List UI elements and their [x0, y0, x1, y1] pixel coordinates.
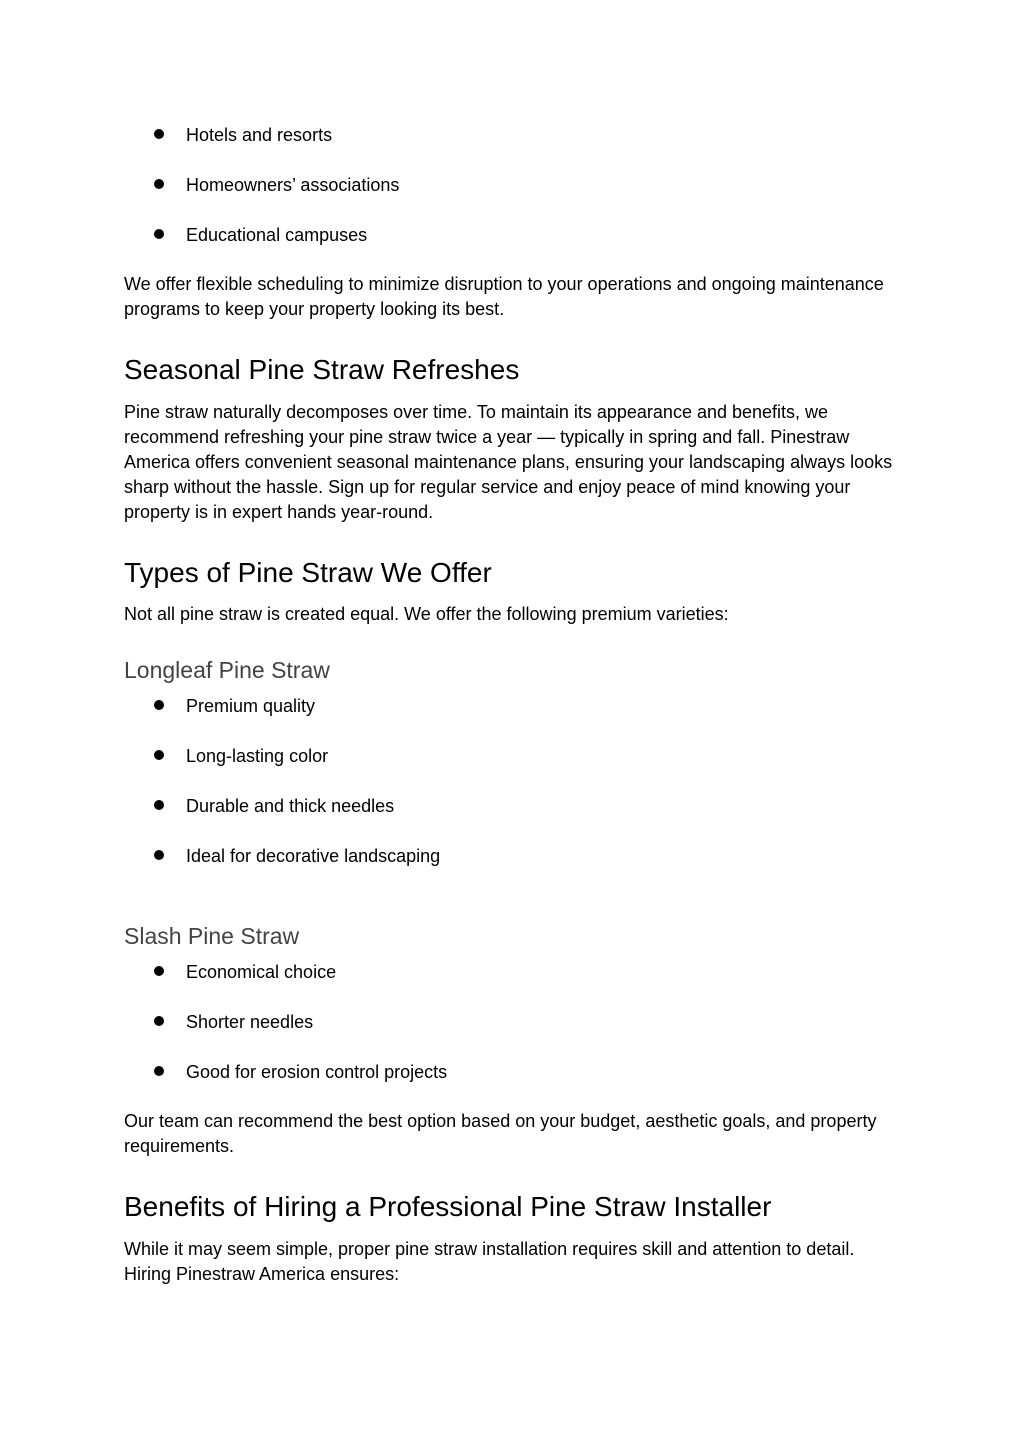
heading-longleaf: Longleaf Pine Straw [124, 657, 330, 683]
bullet-icon [154, 700, 164, 710]
bullet-icon [154, 750, 164, 760]
list-item-text: Shorter needles [186, 1012, 314, 1032]
bullet-icon [154, 850, 164, 860]
paragraph-benefits: While it may seem simple, proper pine straw installation requires skill and attention to detail. Hiring Pinestraw America ensures: [124, 1239, 855, 1284]
bullet-icon [154, 966, 164, 976]
paragraph-seasonal: Pine straw naturally decomposes over time. To maintain its appearance and benefits, we recommend refreshing your pine straw twice a year — typically in spring and fall. Pinestraw America offers convenient seasonal maintenance plans, ensuring your landscaping always looks sharp without the hassle. Sign up for regular service and enjoy peace of mind knowing your property is in expert hands year-round. [124, 402, 893, 522]
list-item-text: Premium quality [186, 696, 316, 716]
paragraph-scheduling: We offer flexible scheduling to minimize disruption to your operations and ongoing maintenance programs to keep your property looking its best. [124, 274, 884, 319]
bullet-icon [154, 229, 164, 239]
list-item-text: Homeowners’ associations [186, 175, 400, 195]
list-item-text: Durable and thick needles [186, 796, 395, 816]
heading-types: Types of Pine Straw We Offer [124, 557, 492, 588]
heading-benefits: Benefits of Hiring a Professional Pine Straw Installer [124, 1191, 772, 1222]
list-item-text: Hotels and resorts [186, 125, 333, 145]
list-item-text: Economical choice [186, 962, 337, 982]
bullet-icon [154, 800, 164, 810]
bullet-icon [154, 1016, 164, 1026]
bullet-icon [154, 129, 164, 139]
bullet-icon [154, 179, 164, 189]
paragraph-types-intro: Not all pine straw is created equal. We offer the following premium varieties: [124, 604, 729, 624]
list-item-text: Long-lasting color [186, 746, 329, 766]
bullet-icon [154, 1066, 164, 1076]
paragraph-types-outro: Our team can recommend the best option based on your budget, aesthetic goals, and property requirements. [124, 1111, 877, 1156]
list-item-text: Educational campuses [186, 225, 368, 245]
list-item-text: Ideal for decorative landscaping [186, 846, 441, 866]
heading-slash: Slash Pine Straw [124, 923, 300, 949]
list-item-text: Good for erosion control projects [186, 1062, 448, 1082]
heading-seasonal: Seasonal Pine Straw Refreshes [124, 354, 520, 385]
